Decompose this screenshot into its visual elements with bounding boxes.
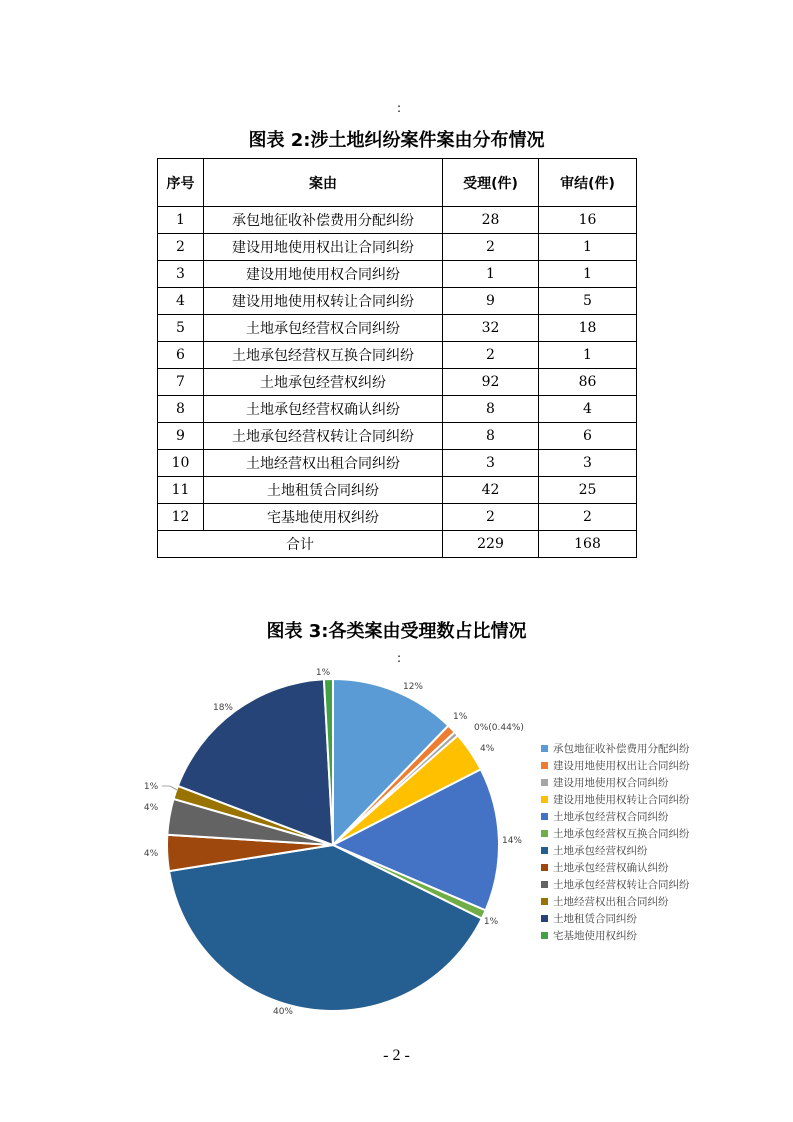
legend-item <box>541 877 690 894</box>
header-concluded: 审结(件) <box>539 159 637 207</box>
case-table <box>157 158 637 558</box>
total-concluded: 168 <box>539 531 637 558</box>
legend-label: 土地租赁合同纠纷 <box>553 913 637 925</box>
cell-concluded: 2 <box>539 504 637 531</box>
cell-index: 9 <box>158 423 204 450</box>
cell-index: 11 <box>158 477 204 504</box>
cell-concluded: 86 <box>539 369 637 396</box>
pie-data-label: 14% <box>501 836 523 846</box>
legend-label: 建设用地使用权合同纠纷 <box>553 777 669 789</box>
cell-concluded: 25 <box>539 477 637 504</box>
pie-data-label: 4% <box>480 744 495 754</box>
pie-data-label: 4% <box>143 849 159 859</box>
cell-accepted: 32 <box>443 315 539 342</box>
cell-accepted: 2 <box>443 342 539 369</box>
legend-label: 土地承包经营权纠纷 <box>553 845 648 857</box>
legend-item <box>541 809 690 826</box>
legend-item <box>541 928 690 945</box>
legend-swatch <box>541 762 548 769</box>
legend-label: 土地承包经营权转让合同纠纷 <box>553 879 690 891</box>
cell-cause: 建设用地使用权出让合同纠纷 <box>204 234 443 261</box>
table-row <box>158 342 637 369</box>
pie-data-label: 1% <box>453 712 468 722</box>
cell-index: 12 <box>158 504 204 531</box>
total-label: 合计 <box>158 531 443 558</box>
chart-title: 图表 3:各类案由受理数占比情况 <box>266 621 527 642</box>
legend-swatch <box>541 779 548 786</box>
table-row <box>158 369 637 396</box>
legend-swatch <box>541 847 548 854</box>
header-accepted: 受理(件) <box>443 159 539 207</box>
pie-data-label: 1% <box>483 917 499 927</box>
legend-item <box>541 843 690 860</box>
legend-swatch <box>541 915 548 922</box>
cell-accepted: 9 <box>443 288 539 315</box>
cell-concluded: 4 <box>539 396 637 423</box>
table-row <box>158 477 637 504</box>
cell-concluded: 16 <box>539 207 637 234</box>
legend-item <box>541 911 690 928</box>
chart-mark: : <box>397 651 402 665</box>
cell-index: 8 <box>158 396 204 423</box>
header-index: 序号 <box>158 159 204 207</box>
legend-label: 建设用地使用权转让合同纠纷 <box>553 794 690 806</box>
legend-label: 宅基地使用权纠纷 <box>553 930 637 942</box>
cell-cause: 土地承包经营权互换合同纠纷 <box>204 342 443 369</box>
legend-label: 土地承包经营权确认纠纷 <box>553 862 669 874</box>
cell-accepted: 2 <box>443 234 539 261</box>
cell-cause: 承包地征收补偿费用分配纠纷 <box>204 207 443 234</box>
table-row <box>158 261 637 288</box>
pie-data-label: 18% <box>212 703 234 713</box>
cell-cause: 建设用地使用权合同纠纷 <box>204 261 443 288</box>
legend-item <box>541 860 690 877</box>
top-mark: : <box>397 101 402 115</box>
pie-data-label: 4% <box>143 803 159 813</box>
legend-swatch <box>541 813 548 820</box>
label-leader-line <box>162 786 177 790</box>
cell-accepted: 8 <box>443 423 539 450</box>
legend-item <box>541 792 690 809</box>
pie-legend <box>541 741 690 945</box>
pie-data-label: 1% <box>143 782 159 792</box>
cell-concluded: 6 <box>539 423 637 450</box>
cell-index: 7 <box>158 369 204 396</box>
legend-item <box>541 775 690 792</box>
legend-swatch <box>541 745 548 752</box>
cell-accepted: 28 <box>443 207 539 234</box>
cell-cause: 土地承包经营权确认纠纷 <box>204 396 443 423</box>
cell-cause: 土地承包经营权纠纷 <box>204 369 443 396</box>
legend-label: 土地经营权出租合同纠纷 <box>553 896 669 908</box>
legend-swatch <box>541 864 548 871</box>
legend-swatch <box>541 932 548 939</box>
cell-index: 4 <box>158 288 204 315</box>
pie-data-label: 12% <box>402 682 424 692</box>
cell-index: 10 <box>158 450 204 477</box>
legend-item <box>541 894 690 911</box>
legend-swatch <box>541 881 548 888</box>
cell-cause: 土地租赁合同纠纷 <box>204 477 443 504</box>
table-row <box>158 396 637 423</box>
cell-accepted: 8 <box>443 396 539 423</box>
cell-accepted: 1 <box>443 261 539 288</box>
cell-cause: 土地经营权出租合同纠纷 <box>204 450 443 477</box>
header-cause: 案由 <box>204 159 443 207</box>
pie-data-label: 1% <box>315 668 331 678</box>
cell-accepted: 42 <box>443 477 539 504</box>
legend-label: 土地承包经营权互换合同纠纷 <box>553 828 690 840</box>
cell-concluded: 5 <box>539 288 637 315</box>
table-total-row <box>158 531 637 558</box>
page-number: - 2 - <box>383 1047 410 1064</box>
table-row <box>158 450 637 477</box>
cell-cause: 土地承包经营权转让合同纠纷 <box>204 423 443 450</box>
table-row <box>158 288 637 315</box>
cell-accepted: 2 <box>443 504 539 531</box>
pie-chart <box>120 660 540 1030</box>
cell-accepted: 3 <box>443 450 539 477</box>
pie-data-label: 0%(0.44%) <box>474 723 524 733</box>
cell-concluded: 18 <box>539 315 637 342</box>
cell-cause: 宅基地使用权纠纷 <box>204 504 443 531</box>
table-row <box>158 504 637 531</box>
cell-accepted: 92 <box>443 369 539 396</box>
cell-cause: 建设用地使用权转让合同纠纷 <box>204 288 443 315</box>
legend-label: 建设用地使用权出让合同纠纷 <box>553 760 690 772</box>
legend-swatch <box>541 830 548 837</box>
cell-index: 5 <box>158 315 204 342</box>
legend-swatch <box>541 898 548 905</box>
table-header-row <box>158 159 637 207</box>
legend-swatch <box>541 796 548 803</box>
table-row <box>158 234 637 261</box>
cell-index: 6 <box>158 342 204 369</box>
cell-cause: 土地承包经营权合同纠纷 <box>204 315 443 342</box>
table-row <box>158 207 637 234</box>
table-row <box>158 423 637 450</box>
cell-index: 2 <box>158 234 204 261</box>
cell-concluded: 3 <box>539 450 637 477</box>
pie-data-label: 40% <box>272 1007 294 1017</box>
legend-item <box>541 826 690 843</box>
total-accepted: 229 <box>443 531 539 558</box>
cell-concluded: 1 <box>539 342 637 369</box>
table-row <box>158 315 637 342</box>
table-title: 图表 2:涉土地纠纷案件案由分布情况 <box>248 130 545 151</box>
cell-index: 1 <box>158 207 204 234</box>
legend-item <box>541 758 690 775</box>
legend-item <box>541 741 690 758</box>
cell-concluded: 1 <box>539 234 637 261</box>
legend-label: 承包地征收补偿费用分配纠纷 <box>553 743 690 755</box>
cell-index: 3 <box>158 261 204 288</box>
cell-concluded: 1 <box>539 261 637 288</box>
legend-label: 土地承包经营权合同纠纷 <box>553 811 669 823</box>
